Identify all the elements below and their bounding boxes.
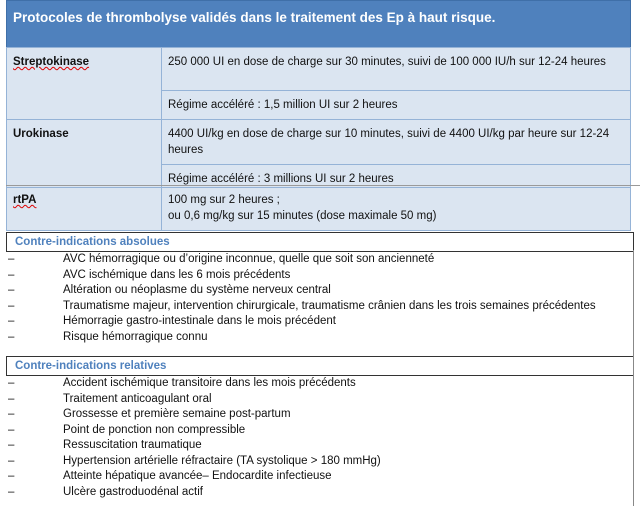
list-item-text: AVC hémorragique ou d’origine inconnue, quelle que soit son ancienneté [63, 253, 435, 265]
rtpa-line-2: ou 0,6 mg/kg sur 15 minutes (dose maximale 50 mg) [168, 210, 437, 222]
list-item [6, 283, 634, 299]
list-item [6, 330, 634, 346]
bullet-dash: – [8, 299, 15, 312]
protocol-cell: 250 000 UI en dose de charge sur 30 minutes, suivi de 100 000 IU/h sur 12-24 heures [162, 48, 631, 91]
bullet-dash: – [8, 470, 15, 482]
list-item-text: Atteinte hépatique avancée– Endocardite infectieuse [63, 470, 332, 482]
list-item-text: Ulcère gastroduodénal actif [63, 485, 203, 498]
protocol-cell: Régime accéléré : 1,5 million UI sur 2 heures [162, 91, 631, 120]
bullet-dash: – [8, 253, 15, 265]
drug-name-rtpa: rtPA [7, 188, 162, 231]
list-item-text: Hypertension artérielle réfractaire (TA systolique > 180 mmHg) [63, 454, 381, 467]
list-item-text: Accident ischémique transitoire dans les mois précédents [63, 377, 356, 389]
table-row [7, 188, 631, 231]
list-item [6, 376, 634, 392]
list-item-text: Risque hémorragique connu [63, 330, 208, 343]
list-item [6, 392, 634, 408]
list-item [6, 268, 634, 284]
table-row [7, 48, 631, 91]
drug-name-urokinase: Urokinase [7, 120, 162, 194]
list-item [6, 314, 634, 330]
list-item [6, 252, 634, 268]
drug-name-streptokinase: Streptokinase [7, 48, 162, 120]
list-item-text: AVC ischémique dans les 6 mois précédents [63, 268, 291, 281]
bullet-dash: – [8, 439, 15, 451]
list-item-text: Hémorragie gastro-intestinale dans le mois précédent [63, 315, 336, 327]
thrombolysis-protocols-table [6, 47, 631, 194]
protocol-cell: Régime accéléré : 3 millions UI sur 2 heures [162, 165, 631, 194]
list-item [6, 407, 634, 423]
list-item [6, 485, 634, 501]
protocol-cell [162, 188, 631, 231]
list-item-text: Traitement anticoagulant oral [63, 392, 212, 405]
bullet-dash: – [8, 268, 15, 281]
section-heading-relative: Contre-indications relatives [6, 356, 634, 376]
list-item-text: Point de ponction non compressible [63, 423, 246, 436]
relative-contraindications [6, 356, 634, 500]
list-item-text: Ressuscitation traumatique [63, 439, 202, 451]
protocol-cell: 4400 UI/kg en dose de charge sur 10 minutes, suivi de 4400 UI/kg par heure sur 12-24 heures [162, 120, 631, 165]
list-item-text: Traumatisme majeur, intervention chirurgicale, traumatisme crânien dans les trois semaines précédentes [63, 299, 596, 312]
bullet-dash: – [8, 392, 15, 405]
absolute-list [6, 252, 634, 345]
bullet-dash: – [8, 315, 15, 327]
relative-list [6, 376, 634, 500]
right-border-line [633, 250, 634, 506]
bullet-dash: – [8, 330, 15, 343]
list-item [6, 299, 634, 315]
list-item [6, 454, 634, 470]
bullet-dash: – [8, 423, 15, 436]
list-item [6, 438, 634, 454]
bullet-dash: – [8, 377, 15, 389]
page-title: Protocoles de thrombolyse validés dans le traitement des Ep à haut risque. [13, 10, 496, 25]
bullet-dash: – [8, 408, 15, 420]
bullet-dash: – [8, 454, 15, 467]
section-heading-absolute: Contre-indications absolues [6, 232, 634, 252]
absolute-contraindications [6, 232, 634, 345]
list-item [6, 423, 634, 439]
table-row [7, 120, 631, 165]
list-item-text: Grossesse et première semaine post-partum [63, 408, 291, 420]
rtpa-line-1: 100 mg sur 2 heures ; [168, 194, 280, 206]
bullet-dash: – [8, 485, 15, 498]
list-item [6, 469, 634, 485]
bullet-dash: – [8, 284, 15, 296]
rtpa-table [6, 187, 631, 231]
divider [6, 185, 640, 186]
title-banner [6, 0, 631, 48]
list-item-text: Altération ou néoplasme du système nerveux central [63, 284, 331, 296]
